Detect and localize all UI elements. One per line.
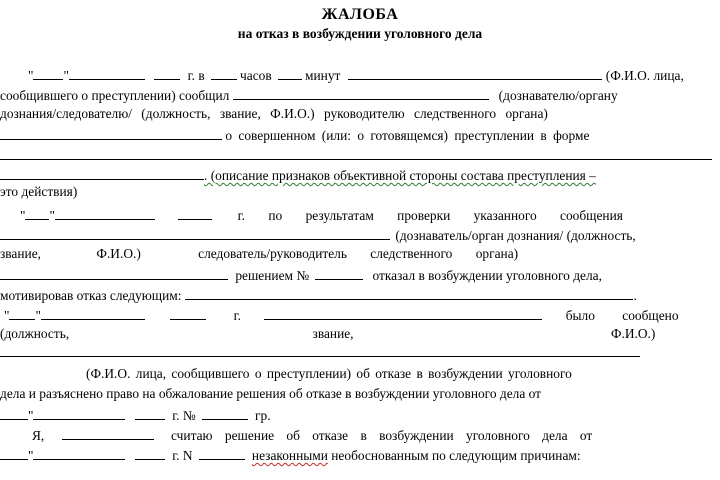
line-7: это действия)	[0, 184, 78, 199]
line-12: мотивировав отказ следующим: .	[0, 288, 637, 303]
line-10: звание, Ф.И.О.) следователь/руководитель следственного органа)	[0, 246, 519, 261]
line-8: " " г. по результатам проверки указанного сообщения	[20, 208, 623, 223]
line-4: о совершенном (или: о готовящемся) преступлении в форме	[0, 126, 589, 144]
line-1: " " г. в часов минут (Ф.И.О. лица,	[28, 68, 684, 83]
blank-line-15	[0, 356, 640, 357]
line-3: дознания/следователю/ (должность, звание, Ф.И.О.) руководителю следственного органа)	[0, 106, 548, 121]
line-19: Я, считаю решение об отказе в возбуждении уголовного дела от	[32, 428, 593, 443]
line-11: решением № отказал в возбуждении уголовного дела,	[0, 266, 602, 284]
line-20: " г. N незаконными необоснованным по следующим причинам:	[0, 446, 581, 464]
document-subtitle: на отказ в возбуждении уголовного дела	[237, 26, 483, 41]
line-6: . (описание признаков объективной стороны состава преступления –	[0, 166, 596, 184]
line-16: (Ф.И.О. лица, сообщившего о преступлении) об отказе в возбуждении уголовного	[86, 366, 572, 381]
line-17: дела и разъяснено право на обжалование решения об отказе в возбуждении уголовного дела от	[0, 386, 541, 401]
line-13: " " г. было сообщено	[4, 308, 679, 323]
line-14: (должность, звание, Ф.И.О.)	[0, 326, 656, 341]
line-2: сообщившего о преступлении) сообщил (дознавателю/органу	[0, 88, 618, 103]
document-title: ЖАЛОБА	[321, 6, 399, 23]
blank-line-5	[0, 159, 712, 160]
line-9: (дознаватель/орган дознания/ (должность,	[0, 226, 636, 244]
line-18: " г. № гр.	[0, 406, 271, 424]
